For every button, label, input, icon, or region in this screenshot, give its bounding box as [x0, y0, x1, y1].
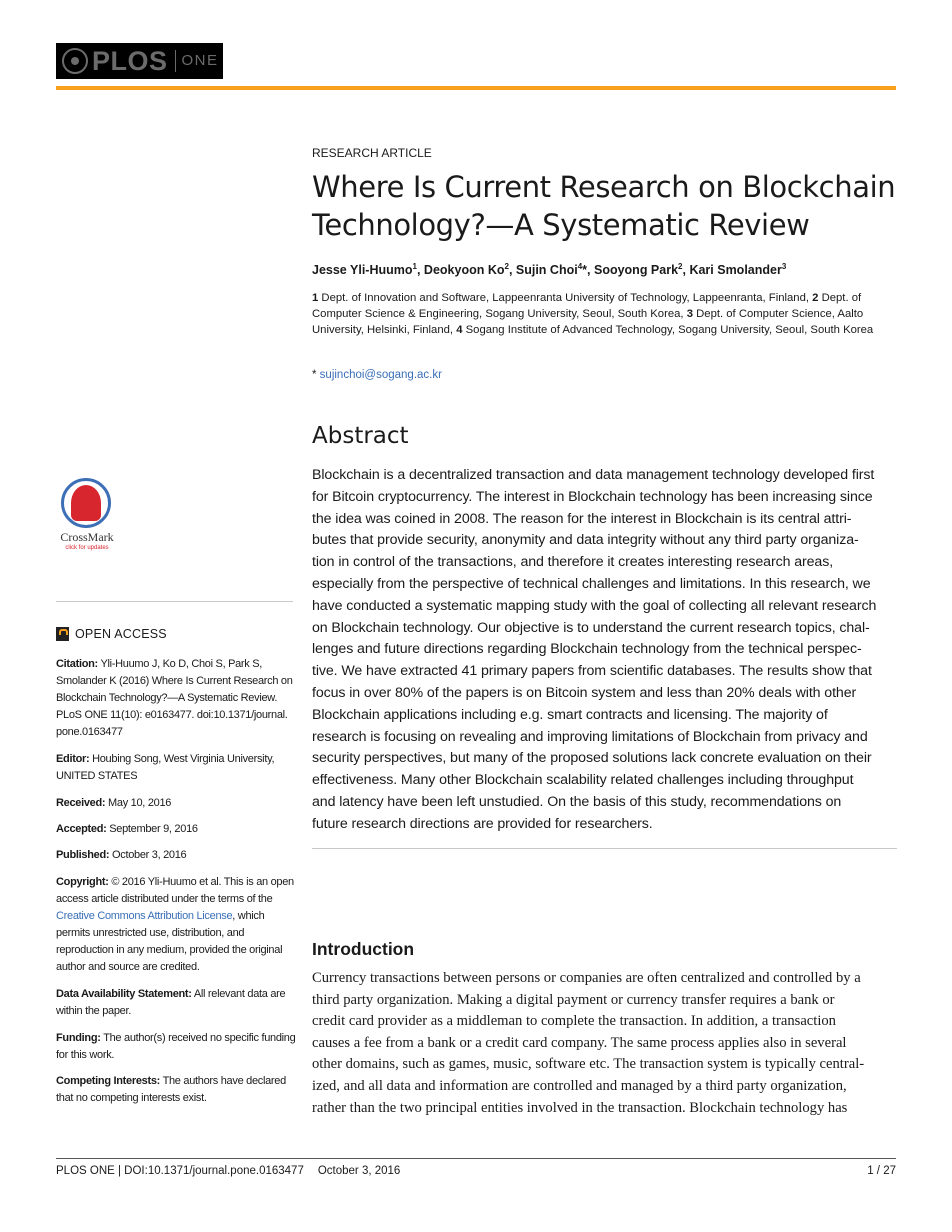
- page-number: 1 / 27: [867, 1165, 896, 1177]
- introduction-line: ized, and all data and information are controlled and managed by a third party organization,: [312, 1077, 847, 1094]
- abstract-line: Blockchain is a decentralized transaction and data management technology developed first: [312, 467, 875, 483]
- introduction-line: rather than the two principal entities involved in the transaction. Blockchain technology has: [312, 1099, 848, 1116]
- author-affiliation-sup: 3: [781, 262, 787, 271]
- copyright-text-1: © 2016 Yli-Huumo et al. This is an open access article distributed under the terms of the: [56, 876, 294, 905]
- abstract-divider: [312, 848, 897, 849]
- competing-label: Competing Interests:: [56, 1075, 161, 1087]
- corresponding-mark: *: [582, 263, 588, 278]
- title-line-2: Technology?—A Systematic Review: [312, 208, 810, 242]
- received-label: Received:: [56, 797, 106, 809]
- data-availability: [56, 986, 296, 1020]
- abstract-line: lenges and future directions regarding Blockchain technology from the technical perspec-: [312, 641, 862, 658]
- abstract-line: security perspectives, but many of the proposed solutions lack concrete evaluation on their: [312, 750, 872, 767]
- funding: [56, 1030, 296, 1064]
- logo-one-text: ONE: [181, 52, 219, 69]
- affiliation-text: Dept. of Computer Science, Aalto University, Helsinki, Finland,: [312, 307, 864, 336]
- crossmark-badge[interactable]: [56, 478, 118, 551]
- received-date: [56, 795, 296, 812]
- abstract-line: effectiveness. Many other Blockchain scalability related challenges including throughput: [312, 772, 854, 789]
- published-text: October 3, 2016: [109, 849, 187, 861]
- crossmark-icon: [61, 478, 111, 528]
- abstract-line: focus in over 80% of the papers is on Bitcoin system and less than 20% deals with other: [312, 684, 857, 701]
- article-title: [312, 168, 897, 244]
- abstract-body: [312, 465, 897, 836]
- affiliation-text: Sogang Institute of Advanced Technology, Sogang University, Seoul, South Korea: [462, 323, 874, 336]
- citation-label: Citation:: [56, 658, 98, 670]
- footer-date: October 3, 2016: [317, 1165, 401, 1177]
- introduction-line: Currency transactions between persons or companies are often centralized and controlled by a: [312, 970, 861, 986]
- copyright: [56, 874, 296, 976]
- abstract-line: tion in control of the transactions, and therefore it creates interesting research areas,: [312, 554, 834, 571]
- plos-one-logo[interactable]: [56, 43, 223, 79]
- abstract-line: Blockchain applications including e.g. smart contracts and licensing. The majority of: [312, 706, 828, 723]
- corresponding-author: [312, 369, 897, 381]
- author-affiliation-sup: 1: [412, 262, 417, 271]
- author-name: Deokyoon Ko: [423, 263, 505, 278]
- open-access: [56, 627, 167, 641]
- accepted-date: [56, 821, 296, 838]
- open-lock-icon: [56, 627, 69, 641]
- published-date: [56, 847, 296, 864]
- author-affiliation-sup: 4: [577, 262, 583, 271]
- affiliation-number: 1: [312, 292, 319, 304]
- abstract-line: on Blockchain technology. Our objective is to understand the current research topics, chal-: [312, 619, 870, 636]
- accepted-label: Accepted:: [56, 823, 107, 835]
- affiliation-number: 2: [812, 292, 819, 304]
- author-separator: ,: [587, 263, 594, 278]
- footer-citation: [56, 1165, 400, 1177]
- accepted-text: September 9, 2016: [106, 823, 198, 835]
- author-affiliation-sup: 2: [504, 262, 509, 271]
- copyright-text-2: , which permits unrestricted use, distribution, and reproduction in any medium, provided the original author and source are credited.: [56, 910, 283, 973]
- author-affiliation-sup: 2: [678, 262, 683, 271]
- citation: [56, 656, 296, 741]
- license-link[interactable]: Creative Commons Attribution License: [56, 910, 233, 922]
- author-name: Sooyong Park: [593, 263, 679, 278]
- citation-text: Yli-Huumo J, Ko D, Choi S, Park S, Smolander K (2016) Where Is Current Research on Blockchain Technology?—A Systematic Review. PLoS ONE 11(10): e0163477. doi:10.1371/journal. pone.0163477: [56, 658, 293, 738]
- author-name: Kari Smolander: [689, 263, 782, 278]
- editor-text: Houbing Song, West Virginia University, UNITED STATES: [56, 753, 275, 782]
- data-label: Data Availability Statement:: [56, 988, 192, 1000]
- author-name: Sujin Choi: [515, 263, 578, 278]
- plos-logo-icon: [62, 48, 88, 74]
- title-line-1: Where Is Current Research on Blockchain: [312, 170, 896, 204]
- introduction-line: third party organization. Making a digital payment or currency transfer requires a bank or: [312, 991, 835, 1008]
- competing-text: The authors have declared that no competing interests exist.: [56, 1075, 286, 1104]
- crossmark-sublabel: click for updates: [65, 545, 109, 551]
- editor: [56, 751, 296, 785]
- corresp-mark: *: [312, 369, 320, 381]
- logo-divider: [175, 50, 176, 72]
- abstract-line: have conducted a systematic mapping study with the goal of collecting all relevant research: [312, 597, 877, 614]
- affiliation-number: 4: [456, 323, 463, 336]
- author-name: Jesse Yli-Huumo: [312, 263, 413, 278]
- author-list: [312, 262, 897, 277]
- introduction-line: other domains, such as games, music, software etc. The transaction system is typically central-: [312, 1056, 865, 1073]
- logo-plos-text: PLOS: [92, 46, 168, 76]
- footer-divider: [56, 1158, 896, 1159]
- affiliations: [312, 291, 897, 338]
- data-text: All relevant data are within the paper.: [56, 988, 286, 1017]
- published-label: Published:: [56, 849, 110, 861]
- introduction-line: causes a fee from a bank or a credit card company. The same process applies also in several: [312, 1034, 847, 1051]
- author-separator: ,: [682, 263, 690, 278]
- affiliation-number: 3: [686, 307, 693, 320]
- abstract-heading: Abstract: [312, 423, 409, 449]
- crossmark-label: CrossMark: [60, 530, 114, 544]
- open-access-label: OPEN ACCESS: [75, 627, 167, 641]
- received-text: May 10, 2016: [105, 797, 172, 809]
- abstract-line: research is focusing on revealing and improving limitations of Blockchain from privacy and: [312, 728, 868, 745]
- abstract-line: butes that provide security, anonymity and data integrity without any third party organiza-: [312, 532, 859, 549]
- abstract-line: especially from the perspective of technical challenges and limitations. In this research, we: [312, 575, 871, 592]
- introduction-heading: Introduction: [312, 939, 415, 959]
- abstract-line: for Bitcoin cryptocurrency. The interest in Blockchain technology has been increasing since: [312, 488, 873, 505]
- footer-journal: PLOS ONE | DOI:10.1371/journal.pone.0163477: [56, 1165, 304, 1177]
- funding-label: Funding:: [56, 1032, 101, 1044]
- funding-text: The author(s) received no specific funding for this work.: [56, 1032, 296, 1061]
- copyright-label: Copyright:: [56, 876, 109, 888]
- affiliation-text: Dept. of Innovation and Software, Lappeenranta University of Technology, Lappeenranta, Finland,: [318, 292, 813, 304]
- introduction-body: [312, 968, 897, 1119]
- introduction-line: credit card provider as a middleman to complete the transaction. In addition, a transaction: [312, 1013, 836, 1030]
- header-accent-bar: [56, 86, 896, 90]
- author-separator: ,: [416, 263, 424, 278]
- abstract-line: future research directions are provided for researchers.: [312, 815, 653, 832]
- abstract-line: and latency have been left unstudied. On the basis of this study, recommendations on: [312, 793, 842, 810]
- article-type: RESEARCH ARTICLE: [312, 146, 432, 160]
- corresp-email-link[interactable]: sujinchoi@sogang.ac.kr: [319, 369, 442, 381]
- abstract-line: tive. We have extracted 41 primary papers from scientific databases. The results show that: [312, 663, 872, 680]
- affiliation-text: Dept. of Computer Science & Engineering, Sogang University, Seoul, South Korea,: [312, 292, 862, 320]
- author-separator: ,: [508, 263, 516, 278]
- abstract-line: the idea was coined in 2008. The reason for the interest in Blockchain is its central attri-: [312, 510, 852, 527]
- sidebar-divider: [56, 601, 293, 602]
- editor-label: Editor:: [56, 753, 90, 765]
- competing-interests: [56, 1073, 296, 1107]
